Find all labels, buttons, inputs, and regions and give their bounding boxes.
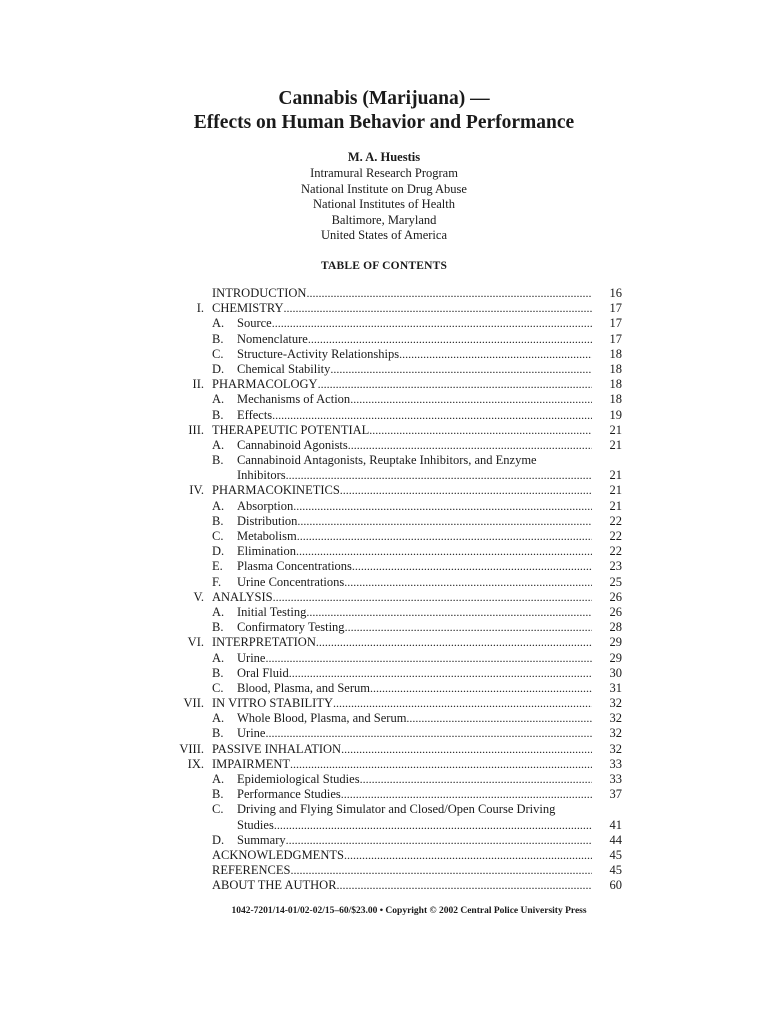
toc-page-number: 22 [609,513,622,528]
toc-page-number: 17 [609,316,622,331]
toc-subsection-letter: B. [212,453,224,468]
toc-entry [160,878,622,893]
toc-subsection-letter: B. [212,407,224,422]
toc-entry [160,787,622,802]
toc-entry [160,499,622,514]
toc-page-number: 22 [609,529,622,544]
toc-leader-dots [360,772,592,787]
toc-page-number: 41 [609,817,622,832]
toc-subsection-letter: A. [212,392,225,407]
toc-entry-title: PHARMACOKINETICS [212,483,340,498]
toc-page-number: 29 [609,635,622,650]
toc-entry [160,544,622,559]
toc-page-number: 60 [609,878,622,893]
toc-leader-dots [286,468,592,483]
toc-entry-title: Chemical Stability [237,361,331,376]
toc-leader-dots [297,529,592,544]
toc-entry-title: Inhibitors [237,468,286,483]
toc-page-number: 45 [609,847,622,862]
toc-entry-title: IMPAIRMENT [212,756,291,771]
affiliation-line: United States of America [320,228,447,243]
toc-leader-dots [341,787,592,802]
toc-section-number: IX. [187,756,204,771]
toc-entry [160,438,622,453]
toc-section-number: IV. [189,483,204,498]
toc-entry-title: PASSIVE INHALATION [212,741,342,756]
toc-leader-dots [348,438,592,453]
toc-leader-dots [296,544,592,559]
toc-page-number: 33 [609,756,622,771]
toc-entry [160,377,622,392]
toc-entry-title: Urine [237,650,266,665]
toc-section-number: V. [193,589,204,604]
toc-entry-title: Oral Fluid [237,665,289,680]
toc-entry-title: Initial Testing [237,604,307,619]
toc-subsection-letter: A. [212,772,225,787]
toc-entry [160,696,622,711]
toc-subsection-letter: C. [212,346,224,361]
toc-page-number: 21 [609,422,622,437]
affiliation-line: National Institutes of Health [313,197,455,212]
toc-section-number: VI. [187,635,204,650]
toc-entry [160,408,622,423]
toc-entry [160,559,622,574]
toc-leader-dots [344,848,592,863]
toc-leader-dots [370,681,592,696]
author-affiliation [0,166,768,244]
toc-subsection-letter: A. [212,498,225,513]
toc-subsection-letter: C. [212,680,224,695]
toc-entry [160,301,622,316]
toc-leader-dots [341,742,592,757]
toc-page-number: 28 [609,620,622,635]
toc-leader-dots [284,301,592,316]
toc-entry [160,362,622,377]
toc-entry-title: Effects [237,407,273,422]
toc-subsection-letter: B. [212,787,224,802]
toc-subsection-letter: D. [212,832,225,847]
toc-leader-dots [399,347,592,362]
toc-entry-title: CHEMISTRY [212,301,284,316]
toc-page-number: 22 [609,544,622,559]
toc-leader-dots [265,651,592,666]
toc-leader-dots [306,605,592,620]
toc-subsection-letter: A. [212,650,225,665]
toc-leader-dots [308,332,592,347]
toc-entry-title: Mechanisms of Action [237,392,351,407]
toc-entry-title: Source [237,316,272,331]
toc-entry-title: THERAPEUTIC POTENTIAL [212,422,370,437]
toc-subsection-letter: B. [212,513,224,528]
toc-subsection-letter: A. [212,604,225,619]
toc-entry-title: Urine Concentrations [237,574,345,589]
toc-page-number: 21 [609,437,622,452]
toc-leader-dots [345,620,592,635]
toc-entry-title: INTRODUCTION [212,286,307,300]
toc-subsection-letter: B. [212,726,224,741]
toc-page-number: 17 [609,301,622,316]
toc-leader-dots [337,878,592,893]
toc-entry-title: Nomenclature [237,331,308,346]
toc-leader-dots [318,377,592,392]
toc-entry [160,726,622,741]
toc-heading: TABLE OF CONTENTS [320,260,448,272]
toc-entry-title: Metabolism [237,529,297,544]
toc-entry [160,423,622,438]
toc-entry [160,347,622,362]
toc-entry [160,575,622,590]
toc-page-number: 21 [609,468,622,483]
toc-leader-dots [297,514,592,529]
toc-leader-dots [291,863,593,878]
toc-entry-title: Cannabinoid Agonists [237,437,348,452]
toc-leader-dots [273,590,592,605]
toc-entry-title: Confirmatory Testing [237,620,345,635]
toc-entry-title: Cannabinoid Antagonists, Reuptake Inhibitors, and Enzyme [237,453,537,468]
toc-page-number: 44 [609,832,622,847]
affiliation-line: Intramural Research Program [310,166,458,180]
toc-leader-dots [333,696,592,711]
toc-page-number: 33 [609,772,622,787]
copyright-footer: 1042-7201/14-01/02-02/15–60/$23.00 • Copyright © 2002 Central Police University Press [231,906,587,916]
toc-page-number: 18 [609,361,622,376]
toc-entry [160,757,622,772]
toc-leader-dots [340,483,592,498]
toc-page-number: 18 [609,346,622,361]
toc-entry-title: Driving and Flying Simulator and Closed/Open Course Driving [237,802,556,817]
toc-page-number: 30 [609,665,622,680]
toc-page-number: 21 [609,483,622,498]
author-name: M. A. Huestis [347,150,421,164]
toc-entry-title: IN VITRO STABILITY [212,696,333,711]
toc-subsection-letter: A. [212,316,225,331]
toc-leader-dots [344,575,592,590]
toc-entry-title: Urine [237,726,266,741]
toc-section-number: III. [188,422,204,437]
toc-entry-title: ABOUT THE AUTHOR [212,878,337,893]
affiliation-line: National Institute on Drug Abuse [301,181,467,196]
toc-entry [160,620,622,635]
toc-entry [160,651,622,666]
toc-entry [160,833,622,848]
toc-page-number: 32 [609,741,622,756]
toc-entry-title: ANALYSIS [212,589,273,604]
toc-entry-title: Blood, Plasma, and Serum [237,680,370,695]
toc-entry [160,590,622,605]
toc-subsection-letter: E. [212,559,223,574]
title-line-2: Effects on Human Behavior and Performance [193,112,575,133]
toc-section-number: I. [196,301,204,316]
toc-leader-dots [330,362,592,377]
toc-entry [160,848,622,863]
toc-leader-dots [316,635,592,650]
toc-leader-dots [286,833,592,848]
toc-entry [160,802,622,832]
toc-entry [160,681,622,696]
toc-subsection-letter: C. [212,529,224,544]
toc-entry [160,316,622,331]
toc-page-number: 17 [609,331,622,346]
toc-entry-title: Whole Blood, Plasma, and Serum [237,711,407,726]
toc-page-number: 18 [609,392,622,407]
toc-page-number: 32 [609,726,622,741]
toc-page-number: 45 [609,863,622,878]
toc-leader-dots [293,499,592,514]
toc-entry [160,483,622,498]
toc-page-number: 29 [609,650,622,665]
toc-page-number: 31 [609,680,622,695]
toc-subsection-letter: B. [212,665,224,680]
toc-section-number: II. [192,377,204,392]
toc-entry [160,392,622,407]
toc-leader-dots [272,408,592,423]
toc-entry [160,711,622,726]
toc-entry-title: Elimination [237,544,297,559]
toc-subsection-letter: D. [212,544,225,559]
title-line-1: Cannabis (Marijuana) — [278,88,490,109]
toc-entry [160,529,622,544]
toc-entry [160,453,622,483]
toc-leader-dots [406,711,592,726]
toc-leader-dots [274,818,592,833]
table-of-contents [160,286,622,894]
toc-entry [160,742,622,757]
toc-page-number: 16 [609,286,622,300]
toc-page-number: 21 [609,498,622,513]
toc-leader-dots [306,286,592,301]
toc-subsection-letter: A. [212,437,225,452]
toc-entry [160,332,622,347]
toc-subsection-letter: B. [212,620,224,635]
toc-entry-title: Epidemiological Studies [237,772,360,787]
toc-subsection-letter: D. [212,361,225,376]
toc-leader-dots [265,726,592,741]
toc-section-number: VII. [183,696,204,711]
toc-leader-dots [369,423,592,438]
toc-page-number: 23 [609,559,622,574]
toc-leader-dots [352,559,592,574]
toc-entry-title: Structure-Activity Relationships [237,346,400,361]
toc-entry-title: Plasma Concentrations [237,559,352,574]
toc-entry [160,286,622,301]
toc-subsection-letter: B. [212,331,224,346]
toc-leader-dots [272,316,592,331]
toc-page-number: 37 [609,787,622,802]
toc-section-number: VIII. [179,741,204,756]
toc-entry-title: Summary [237,832,286,847]
toc-entry [160,666,622,681]
toc-entry-title: INTERPRETATION [212,635,316,650]
toc-entry-title: ACKNOWLEDGMENTS [212,847,344,862]
toc-page-number: 18 [609,377,622,392]
toc-entry-title: REFERENCES [212,863,291,878]
toc-page-number: 26 [609,604,622,619]
toc-subsection-letter: A. [212,711,225,726]
affiliation-line: Baltimore, Maryland [331,212,437,227]
toc-entry [160,635,622,650]
toc-page-number: 32 [609,696,622,711]
toc-page-number: 32 [609,711,622,726]
toc-entry [160,605,622,620]
toc-page-number: 19 [609,407,622,422]
toc-subsection-letter: C. [212,802,224,817]
toc-entry-title: Absorption [237,498,294,513]
toc-page-number: 25 [609,574,622,589]
toc-leader-dots [289,666,592,681]
toc-page-number: 26 [609,589,622,604]
toc-entry [160,514,622,529]
toc-entry-title: Distribution [237,513,298,528]
toc-leader-dots [350,392,592,407]
toc-entry [160,863,622,878]
toc-subsection-letter: F. [212,574,222,589]
toc-entry [160,772,622,787]
toc-entry-title: PHARMACOLOGY [212,377,318,392]
toc-entry-title: Performance Studies [237,787,341,802]
toc-leader-dots [290,757,592,772]
toc-entry-title: Studies [237,817,274,832]
